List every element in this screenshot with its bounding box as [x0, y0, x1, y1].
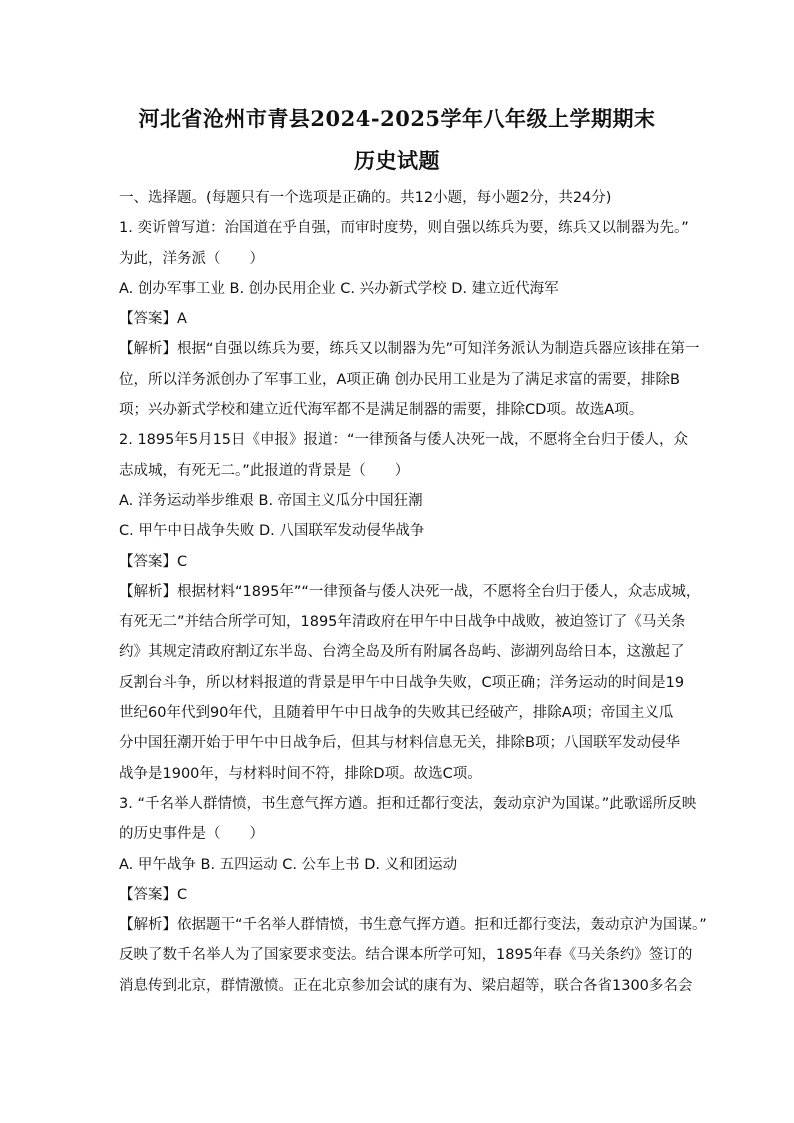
text-line: 【答案】C	[119, 886, 188, 903]
text-line: C. 甲午中日战争失败 D. 八国联军发动侵华战争	[119, 523, 425, 540]
text-line: 反映了数千名举人为了国家要求变法。结合课本所学可知，1895年春《马关条约》签订的	[119, 947, 693, 964]
text-line: A. 甲午战争 B. 五四运动 C. 公车上书 D. 义和团运动	[119, 856, 458, 873]
text-line: 为此，洋务派（ ）	[119, 250, 264, 267]
document-title: 河北省沧州市青县2024-2025学年八年级上学期期末	[138, 106, 656, 131]
text-line: A. 洋务运动举步维艰 B. 帝国主义瓜分中国狂潮	[119, 492, 423, 509]
text-line: 【解析】依据题干“千名举人群情愤，书生意气挥方遒。拒和迁都行变法，轰动京沪为国谋。”	[119, 917, 707, 934]
text-line: 约》其规定清政府割辽东半岛、台湾全岛及所有附属各岛屿、澎湖列岛给日本，这激起了	[119, 644, 685, 661]
text-line: 志成城，有死无二。”此报道的背景是（ ）	[119, 462, 410, 479]
text-line: 一、选择题。(每题只有一个选项是正确的。共12小题，每小题2分，共24分)	[119, 190, 612, 206]
text-line: 项；兴办新式学校和建立近代海军都不是满足制器的需要，排除CD项。故选A项。	[119, 402, 644, 419]
text-line: 【答案】A	[119, 311, 187, 328]
text-line: 位，所以洋务派创办了军事工业，A项正确 创办民用工业是为了满足求富的需要，排除B	[119, 371, 680, 388]
text-line: 3. “千名举人群情愤，书生意气挥方遒。拒和迁都行变法，轰动京沪为国谋。”此歌谣所反映	[119, 795, 697, 812]
text-line: 世纪60年代到90年代，且随着甲午中日战争的失败其已经破产，排除A项；帝国主义瓜	[119, 705, 674, 722]
text-line: 消息传到北京，群情激愤。正在北京参加会试的康有为、梁启超等，联合各省1300多名会	[119, 977, 693, 994]
document-body	[119, 183, 707, 1001]
text-line: 【解析】根据“自强以练兵为要，练兵又以制器为先”可知洋务派认为制造兵器应该排在第一	[119, 341, 700, 358]
text-line: 的历史事件是（ ）	[119, 826, 264, 843]
text-line: 反割台斗争，所以材料报道的背景是甲午中日战争失败，C项正确；洋务运动的时间是19	[119, 674, 685, 691]
text-line: 1. 奕䜣曾写道：治国道在乎自强，而审时度势，则自强以练兵为要，练兵又以制器为先。”	[119, 220, 689, 237]
text-line: 分中国狂潮开始于甲午中日战争后，但其与材料信息无关，排除B项；八国联军发动侵华	[119, 735, 680, 752]
text-line: 战争是1900年，与材料时间不符，排除D项。故选C项。	[119, 765, 482, 782]
text-line: 有死无二”并结合所学可知，1895年清政府在甲午中日战争中战败，被迫签订了《马关条	[119, 614, 686, 631]
document-subtitle: 历史试题	[354, 148, 440, 173]
text-line: 【答案】C	[119, 553, 188, 570]
text-line: 【解析】根据材料“1895年”“一律预备与倭人决死一战，不愿将全台归于倭人，众志成城，	[119, 583, 701, 600]
text-line: 2. 1895年5月15日《申报》报道：“一律预备与倭人决死一战，不愿将全台归于倭人，众	[119, 432, 689, 449]
text-line: A. 创办军事工业 B. 创办民用企业 C. 兴办新式学校 D. 建立近代海军	[119, 280, 559, 297]
